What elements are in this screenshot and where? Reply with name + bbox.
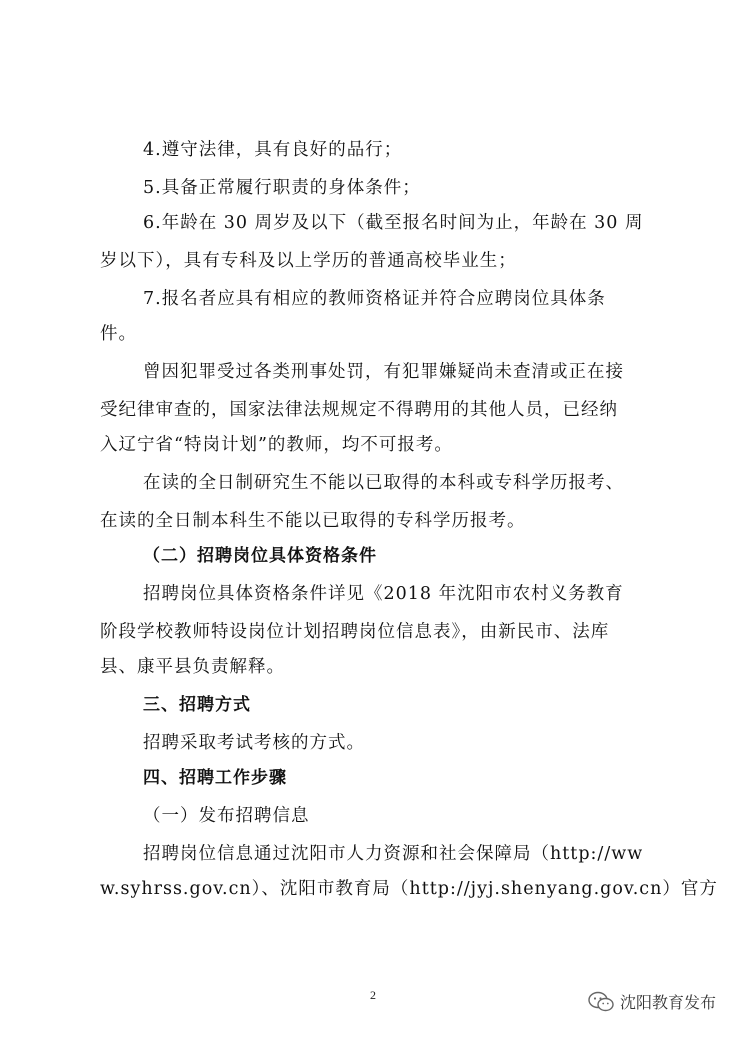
page-number: 2 bbox=[370, 988, 376, 1002]
text-line: 招聘岗位具体资格条件详见《2018 年沈阳市农村义务教育 bbox=[143, 584, 624, 604]
subsection-heading: （二）招聘岗位具体资格条件 bbox=[143, 546, 377, 566]
text-line: 6.年龄在 30 周岁及以下（截至报名时间为止，年龄在 30 周 bbox=[143, 213, 644, 233]
wechat-icon bbox=[588, 991, 614, 1013]
text-line: 入辽宁省“特岗计划”的教师，均不可报考。 bbox=[100, 435, 453, 455]
section-heading: 四、招聘工作步骤 bbox=[143, 768, 287, 788]
section-heading: 三、招聘方式 bbox=[143, 695, 251, 715]
text-line: 阶段学校教师特设岗位计划招聘岗位信息表》，由新民市、法库 bbox=[100, 622, 610, 642]
text-line: 招聘岗位信息通过沈阳市人力资源和社会保障局（http://ww bbox=[143, 844, 644, 864]
text-line: 4.遵守法律，具有良好的品行； bbox=[143, 140, 403, 160]
text-line: 受纪律审查的，国家法律法规规定不得聘用的其他人员，已经纳 bbox=[100, 400, 618, 420]
text-line: 在读的全日制本科生不能以已取得的专科学历报考。 bbox=[100, 511, 526, 531]
wechat-watermark bbox=[588, 990, 716, 1013]
text-line: 岁以下），具有专科及以上学历的普通高校毕业生； bbox=[100, 251, 517, 271]
text-line: w.syhrss.gov.cn）、沈阳市教育局（http://jyj.shenyang.gov.cn）官方 bbox=[100, 879, 718, 899]
watermark-label: 沈阳教育发布 bbox=[620, 993, 717, 1012]
text-line: 件。 bbox=[100, 324, 137, 344]
text-line: 在读的全日制研究生不能以已取得的本科或专科学历报考、 bbox=[143, 473, 624, 493]
text-line: 7.报名者应具有相应的教师资格证并符合应聘岗位具体条 bbox=[143, 289, 606, 309]
text-line: 5.具备正常履行职责的身体条件； bbox=[143, 178, 421, 198]
subsection-heading: （一）发布招聘信息 bbox=[143, 806, 310, 826]
text-line: 招聘采取考试考核的方式。 bbox=[143, 733, 365, 753]
text-line: 县、康平县负责解释。 bbox=[100, 657, 285, 677]
text-line: 曾因犯罪受过各类刑事处罚，有犯罪嫌疑尚未查清或正在接 bbox=[143, 362, 624, 382]
